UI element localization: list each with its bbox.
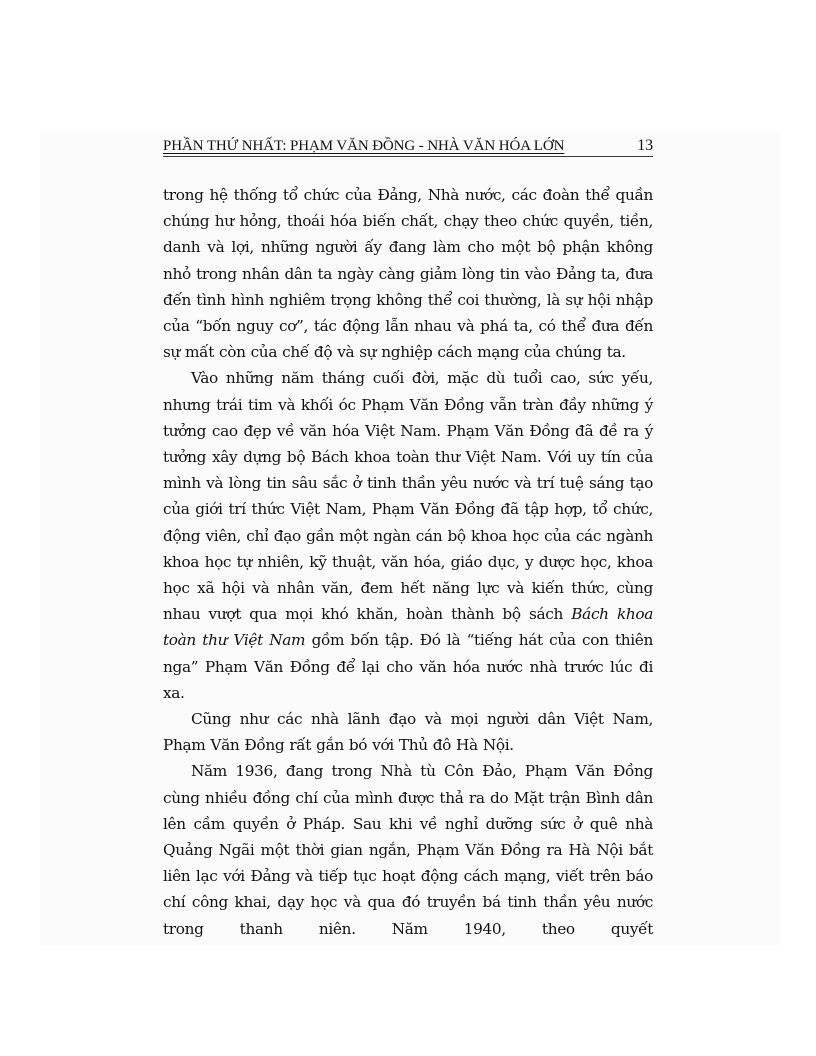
paragraph (163, 365, 653, 706)
paragraph: Năm 1936, đang trong Nhà tù Côn Đảo, Phạm Văn Đồng cùng nhiều đồng chí của mình được thả ra do Mặt trận Bình dân lên cầm quyền ở Pháp. Sau khi về nghỉ dưỡng sức ở quê nhà Quảng Ngãi một thời gian ngắn, Phạm Văn Đồng ra Hà Nội bắt liên lạc với Đảng và tiếp tục hoạt động cách mạng, viết trên báo chí công khai, dạy học và qua đó truyền bá tinh thần yêu nước trong thanh niên. Năm 1940, theo quyết (163, 762, 653, 938)
running-header (163, 133, 653, 157)
book-title-italic: Bách khoa toàn thư Việt Nam (163, 605, 653, 650)
paragraph: Cũng như các nhà lãnh đạo và mọi người dân Việt Nam, Phạm Văn Đồng rất gắn bó với Thủ đô Hà Nội. (163, 710, 653, 755)
paragraph: trong hệ thống tổ chức của Đảng, Nhà nước, các đoàn thể quần chúng hư hỏng, thoái hóa biến chất, chạy theo chức quyền, tiền, danh và lợi, những người ấy đang làm cho một bộ phận không nhỏ trong nhân dân ta ngày càng giảm lòng tin vào Đảng ta, đưa đến tình hình nghiêm trọng không thể coi thường, là sự hội nhập của “bốn nguy cơ”, tác động lẫn nhau và phá ta, có thể đưa đến sự mất còn của chế độ và sự nghiệp cách mạng của chúng ta. (163, 186, 653, 362)
paragraph-text: Vào những năm tháng cuối đời, mặc dù tuổi cao, sức yếu, nhưng trái tim và khối óc Phạm Văn Đồng vẫn tràn đầy những ý tưởng cao đẹp về văn hóa Việt Nam. Phạm Văn Đồng đã đề ra ý tưởng xây dựng bộ Bách khoa toàn thư Việt Nam. Với uy tín của mình và lòng tin sâu sắc ở tinh thần yêu nước và trí tuệ sáng tạo của giới trí thức Việt Nam, Phạm Văn Đồng đã tập hợp, tổ chức, động viên, chỉ đạo gần một ngàn cán bộ khoa học của các ngành khoa học tự nhiên, kỹ thuật, văn hóa, giáo dục, y dược học, khoa học xã hội và nhân văn, đem hết năng lực và kiến thức, cùng nhau vượt qua mọi khó khăn, hoàn thành bộ sách (163, 369, 653, 624)
body-text (163, 182, 653, 942)
book-page (163, 133, 653, 942)
paragraph-text: gồm bốn tập. Đó là “tiếng hát của con thiên nga” Phạm Văn Đồng để lại cho văn hóa nước nhà trước lúc đi xa. (163, 631, 653, 702)
page-number: 13 (637, 137, 653, 154)
chapter-title: PHẦN THỨ NHẤT: PHẠM VĂN ĐỒNG - NHÀ VĂN HÓA LỚN (163, 138, 565, 154)
